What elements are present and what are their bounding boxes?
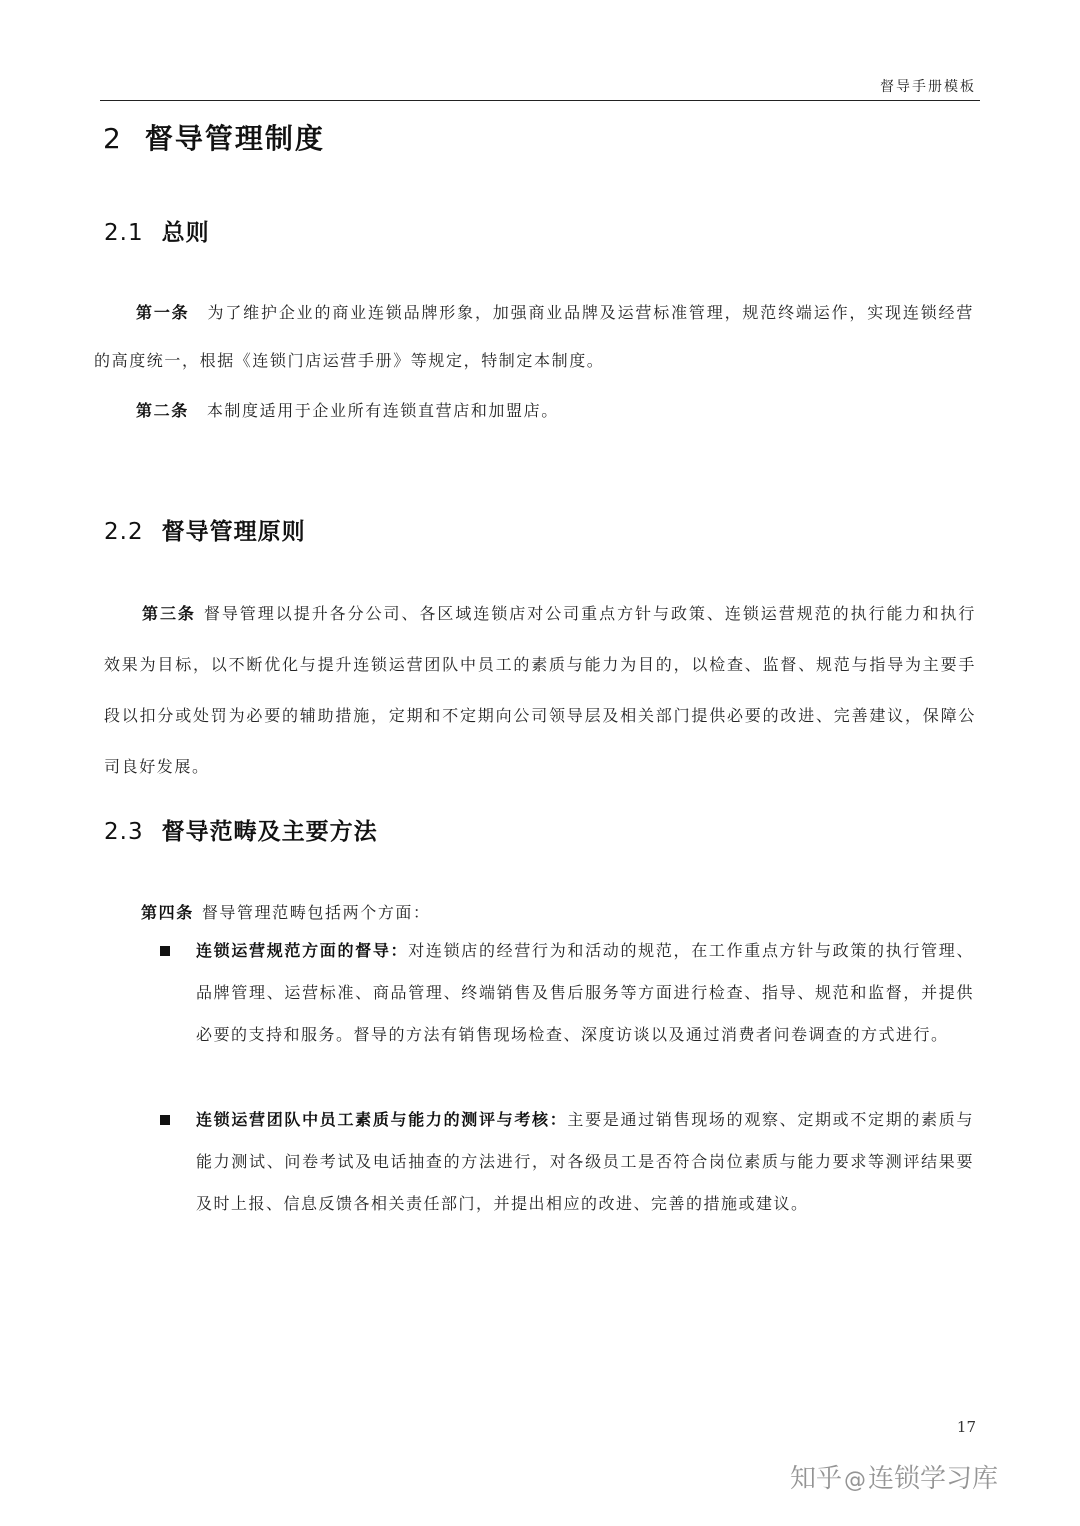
- article-lead: 第三条: [142, 604, 196, 623]
- section-title: 督导范畴及主要方法: [161, 818, 378, 845]
- article-1: [94, 289, 974, 385]
- section-heading-2-1: [104, 214, 210, 247]
- list-item-lead: 连锁运营规范方面的督导：: [196, 941, 409, 960]
- bullet-square-icon: [160, 946, 170, 956]
- article-text: 督导管理以提升各分公司、各区域连锁店对公司重点方针与政策、连锁运营规范的执行能力和执行效果为目标，以不断优化与提升连锁运营团队中员工的素质与能力为目的，以检查、监督、规范与指导为主要手段以扣分或处罚为必要的辅助措施，定期和不定期向公司领导层及相关部门提供必要的改进、完善建议，保障公司良好发展。: [104, 604, 976, 776]
- section-title: 督导管理原则: [161, 518, 306, 545]
- article-lead: 第二条: [136, 401, 189, 420]
- list-item-text: [196, 1099, 974, 1225]
- article-2: [136, 387, 976, 435]
- section-number: 2.1: [104, 220, 144, 246]
- article-text: 为了维护企业的商业连锁品牌形象，加强商业品牌及运营标准管理，规范终端运作，实现连锁经营的高度统一，根据《连锁门店运营手册》等规定，特制定本制度。: [94, 303, 974, 370]
- section-number: 2.2: [104, 519, 144, 545]
- chapter-number: 2: [103, 122, 123, 155]
- chapter-title: 督导管理制度: [144, 122, 325, 155]
- section-heading-2-3: [104, 813, 378, 846]
- article-text: 督导管理范畴包括两个方面：: [201, 903, 431, 922]
- watermark-at: @: [844, 1468, 867, 1493]
- article-3: [104, 588, 976, 792]
- list-item-body: 主要是通过销售现场的观察、定期或不定期的素质与能力测试、问卷考试及电话抽查的方法进行，对各级员工是否符合岗位素质与能力要求等测评结果要及时上报、信息反馈各相关责任部门，并提出相应的改进、完善的措施或建议。: [196, 1110, 974, 1213]
- list-item-lead: 连锁运营团队中员工素质与能力的测评与考核：: [196, 1110, 568, 1129]
- article-lead: 第一条: [136, 303, 190, 322]
- article-lead: 第四条: [141, 903, 194, 922]
- page-number: 17: [956, 1418, 976, 1436]
- running-header: 督导手册模板: [880, 79, 976, 95]
- chapter-heading: [103, 117, 325, 157]
- article-text: 本制度适用于企业所有连锁直营店和加盟店。: [206, 401, 559, 420]
- watermark: [790, 1458, 1060, 1502]
- list-item-body: 对连锁店的经营行为和活动的规范，在工作重点方针与政策的执行管理、品牌管理、运营标准、商品管理、终端销售及售后服务等方面进行检查、指导、规范和监督，并提供必要的支持和服务。督导的方法有销售现场检查、深度访谈以及通过消费者问卷调查的方式进行。: [196, 941, 974, 1044]
- section-heading-2-2: [104, 513, 306, 546]
- list-item-text: [196, 930, 974, 1056]
- section-number: 2.3: [104, 819, 144, 845]
- section-title: 总则: [161, 219, 210, 246]
- bullet-square-icon: [160, 1115, 170, 1125]
- watermark-site: 知乎: [790, 1464, 843, 1494]
- watermark-account: 连锁学习库: [868, 1464, 999, 1494]
- header-rule: [100, 100, 980, 101]
